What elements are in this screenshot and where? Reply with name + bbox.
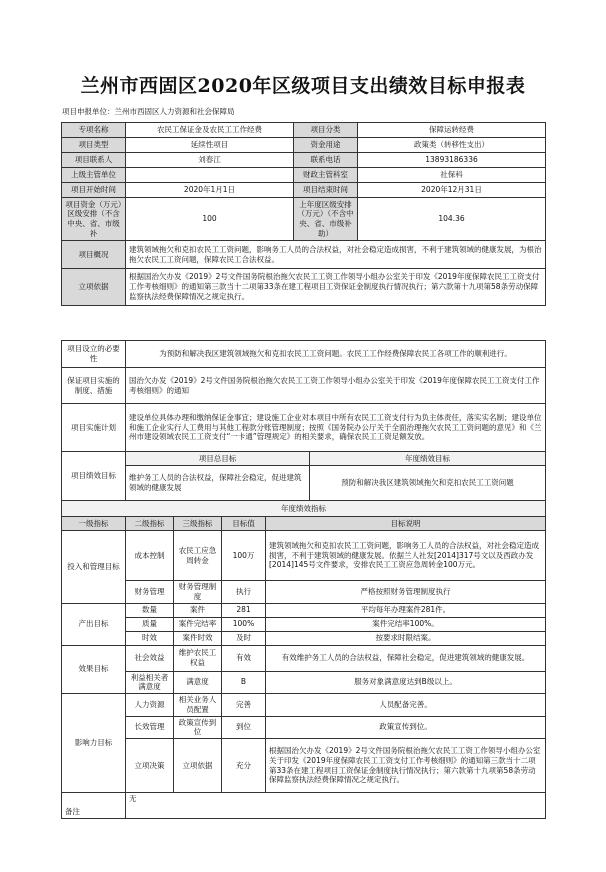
- basic-info-table: [61, 122, 546, 306]
- qual-desc: 案件完结率100%。: [266, 617, 546, 631]
- setup-table: [61, 340, 546, 452]
- time-l3: 案件时效: [174, 631, 222, 645]
- applicant-unit: 项目申报单位：兰州市西固区人力资源和社会保障局: [62, 107, 235, 116]
- header-level2: 二级指标: [126, 517, 174, 531]
- contact-phone: 13893186336: [358, 153, 546, 168]
- label-goals: 项目绩效目标: [62, 452, 126, 501]
- label-effect-goal: 效果目标: [62, 645, 126, 694]
- fund-use: 政策类（转移性支出）: [358, 138, 546, 153]
- label-input-goal: 投入和管理目标: [62, 531, 126, 604]
- social-l3: 维护农民工权益: [174, 645, 222, 671]
- supervisor-unit: [126, 168, 294, 183]
- project-basis: 根据国治欠办发《2019》2号文件国务院根治拖欠农民工工资工作领导小组办公室关于印发《2019年度保障农民工工资支付工作考核细则》的通知第三款当十二项第33条在建工程项目工资保证金制度执行情况执行；第六款第十九项第58条劳动保障监察执法经费保障情况之规定执行。: [126, 269, 546, 306]
- time-l2: 时效: [126, 631, 174, 645]
- header-level3: 三级指标: [174, 517, 222, 531]
- start-date: 2020年1月1日: [126, 183, 294, 198]
- header-target-value: 目标值: [222, 517, 266, 531]
- page-title: 兰州市西固区2020年区级项目支出绩效目标申报表: [80, 75, 526, 97]
- finance-l3: 财务管理制度: [174, 581, 222, 604]
- indicators-section-title: 年度绩效指标: [62, 501, 546, 517]
- satisfy-l2: 利益相关者满意度: [126, 671, 174, 694]
- qual-l3: 案件完结率: [174, 617, 222, 631]
- implementation-plan: 建设单位具体办理和缴纳保证金事宜；建设施工企业对本项目中所有农民工工资支付行为负主体责任，落实实名制；建设单位和施工企业实行人工费用与其他工程款分账管理制度；按照《国务院办公厅关于全面治理拖欠农民工工资问题的意见》和《兰州市建设领域农民工工资支付“一卡通”管理规定》的相关要求，确保农民工工资足额发放。: [126, 404, 546, 452]
- cost-desc: 建筑领域拖欠和克扣农民工工资问题，影响务工人员的合法权益，对社会稳定造成损害，不利于建筑领域的健康发展。依据兰人社发[2014]317号文以及西政办发[2014]145号文件要求，安排农民工工资应急周转金100万元。: [266, 531, 546, 581]
- header-level1: 一级指标: [62, 517, 126, 531]
- guarantee: 国治欠办发《2019》2号文件国务院根治拖欠农民工工资工作领导小组办公室关于印发《2019年度保障农民工工资支付工作考核细则》的通知: [126, 368, 546, 404]
- decision-l3: 立项依据: [174, 739, 222, 793]
- hr-l2: 人力资源: [126, 694, 174, 717]
- finance-dept: 社保科: [358, 168, 546, 183]
- qty-l2: 数量: [126, 603, 174, 617]
- social-value: 有效: [222, 645, 266, 671]
- label-project-name: 专项名称: [62, 123, 126, 138]
- label-fund-use: 资金用途: [294, 138, 358, 153]
- qty-l3: 案件: [174, 603, 222, 617]
- long-l2: 长效管理: [126, 716, 174, 739]
- prev-amount: 104.36: [358, 198, 546, 241]
- long-desc: 政策宣传到位。: [266, 716, 546, 739]
- qual-value: 100%: [222, 617, 266, 631]
- header-target-desc: 目标说明: [266, 517, 546, 531]
- label-amount: 项目资金（万元）区级安排（不含中央、省、市级补: [62, 198, 126, 241]
- label-start-date: 项目开始时间: [62, 183, 126, 198]
- label-long-goal: 项目总目标: [126, 452, 310, 466]
- social-l2: 社会效益: [126, 645, 174, 671]
- project-name: 农民工保证金及农民工工作经费: [126, 123, 294, 138]
- label-contact: 项目联系人: [62, 153, 126, 168]
- long-goal: 维护务工人员的合法权益，保障社会稳定，促进建筑领域的健康发展: [126, 466, 310, 501]
- label-project-type: 项目类型: [62, 138, 126, 153]
- decision-l2: 立项决策: [126, 739, 174, 793]
- goals-table: [61, 451, 546, 501]
- project-category: 保障运转经费: [358, 123, 546, 138]
- hr-desc: 人员配备完善。: [266, 694, 546, 717]
- contact-person: 刘春江: [126, 153, 294, 168]
- label-output-goal: 产出目标: [62, 603, 126, 645]
- label-year-goal: 年度绩效目标: [310, 452, 546, 466]
- time-value: 及时: [222, 631, 266, 645]
- label-necessity: 项目设立的必要性: [62, 341, 126, 368]
- label-phone: 联系电话: [294, 153, 358, 168]
- project-overview: 建筑领域拖欠和克扣农民工工资问题，影响务工人员的合法权益，对社会稳定造成损害，不利于建筑领域的健康发展，为根治拖欠农民工工资问题，保障农民工合法权益。: [126, 241, 546, 269]
- label-guarantee: 保证项目实施的制度、措施: [62, 368, 126, 404]
- qty-value: 281: [222, 603, 266, 617]
- long-value: 到位: [222, 716, 266, 739]
- satisfy-l3: 满意度: [174, 671, 222, 694]
- long-l3: 政策宣传到位: [174, 716, 222, 739]
- time-desc: 按要求时限结案。: [266, 631, 546, 645]
- cost-value: 100万: [222, 531, 266, 581]
- social-desc: 有效维护务工人员的合法权益，保障社会稳定，促进建筑领域的健康发展。: [266, 645, 546, 671]
- project-type: 延续性项目: [126, 138, 294, 153]
- label-basis: 立项依据: [62, 269, 126, 306]
- year-goal: 预防和解决我区建筑领域拖欠和克扣农民工工资问题: [310, 466, 546, 501]
- label-remark: 备注: [62, 793, 126, 819]
- label-supervisor: 上级主管单位: [62, 168, 126, 183]
- qty-desc: 平均每年办理案件281件。: [266, 603, 546, 617]
- decision-value: 充分: [222, 739, 266, 793]
- finance-value: 执行: [222, 581, 266, 604]
- cost-l2: 成本控制: [126, 531, 174, 581]
- amount: 100: [126, 198, 294, 241]
- indicators-table: [61, 500, 546, 819]
- label-finance-dept: 财政主管科室: [294, 168, 358, 183]
- finance-desc: 严格按照财务管理制度执行: [266, 581, 546, 604]
- label-overview: 项目概况: [62, 241, 126, 269]
- hr-l3: 相关业务人员配置: [174, 694, 222, 717]
- label-impact-goal: 影响力目标: [62, 694, 126, 793]
- label-project-category: 项目分类: [294, 123, 358, 138]
- satisfy-desc: 服务对象满意度达到B级以上。: [266, 671, 546, 694]
- hr-value: 完善: [222, 694, 266, 717]
- cost-l3: 农民工应急周转金: [174, 531, 222, 581]
- decision-desc: 根据国治欠办发《2019》2号文件国务院根治拖欠农民工工资工作领导小组办公室关于印发《2019年度保障农民工工资支付工作考核细则》的通知第三款当十二项第33条在建工程项目工资保证金制度执行情况执行；第六款第十九项第58条劳动保障监察执法经费保障情况之规定执行。: [266, 739, 546, 793]
- label-plan: 项目实施计划: [62, 404, 126, 452]
- label-prev-amount: 上年度区级安排（万元）（不含中央、省、市级补助）: [294, 198, 358, 241]
- label-end-date: 项目结束时间: [294, 183, 358, 198]
- finance-l2: 财务管理: [126, 581, 174, 604]
- qual-l2: 质量: [126, 617, 174, 631]
- end-date: 2020年12月31日: [358, 183, 546, 198]
- necessity: 为预防和解决我区建筑领域拖欠和克扣农民工工资问题。农民工工作经费保障农民工各项工作的顺利进行。: [126, 341, 546, 368]
- satisfy-value: B: [222, 671, 266, 694]
- remark: 无: [126, 793, 546, 819]
